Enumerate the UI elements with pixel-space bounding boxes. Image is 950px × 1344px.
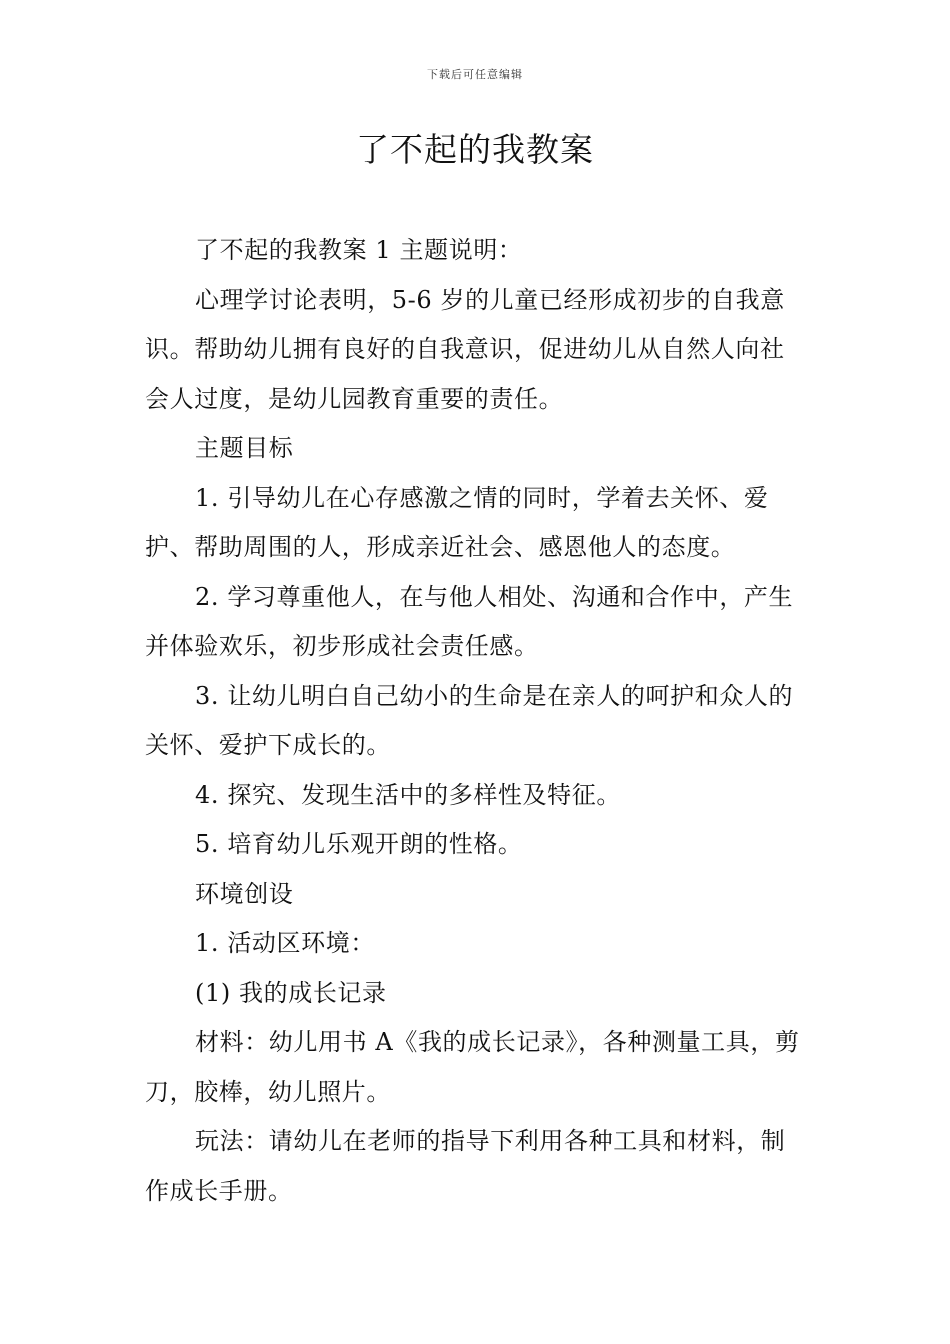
- paragraph-environment-heading: 环境创设: [195, 879, 294, 908]
- document-title: 了不起的我教案: [356, 130, 594, 169]
- paragraph-intro-heading: 了不起的我教案 1 主题说明：: [195, 236, 523, 264]
- paragraph-goals-heading: 主题目标: [195, 434, 294, 462]
- paragraph-activity-area: 1. 活动区环境：: [195, 929, 375, 957]
- paragraph-play-method: 玩法：请幼儿在老师的指导下利用各种工具和材料，制作成长手册。: [145, 1127, 786, 1205]
- paragraph-materials: 材料：幼儿用书 A《我的成长记录》，各种测量工具，剪刀，胶棒，幼儿照片。: [145, 1028, 800, 1106]
- document-body: [145, 226, 807, 1216]
- paragraph-goal-1: 1. 引导幼儿在心存感激之情的同时，学着去关怀、爱护、帮助周围的人，形成亲近社会、感恩他人的态度。: [145, 483, 769, 561]
- paragraph-goal-2: 2. 学习尊重他人，在与他人相处、沟通和合作中，产生并体验欢乐，初步形成社会责任感。: [145, 582, 794, 660]
- header-note: 下载后可任意编辑: [427, 68, 523, 81]
- paragraph-theme-description: 心理学讨论表明，5-6 岁的儿童已经形成初步的自我意识。帮助幼儿拥有良好的自我意识，促进幼儿从自然人向社会人过度，是幼儿园教育重要的责任。: [145, 285, 785, 413]
- paragraph-growth-record: (1) 我的成长记录: [195, 978, 387, 1007]
- paragraph-goal-4: 4. 探究、发现生活中的多样性及特征。: [195, 780, 621, 809]
- paragraph-goal-3: 3. 让幼儿明白自己幼小的生命是在亲人的呵护和众人的关怀、爱护下成长的。: [145, 681, 794, 759]
- paragraph-goal-5: 5. 培育幼儿乐观开朗的性格。: [195, 830, 523, 858]
